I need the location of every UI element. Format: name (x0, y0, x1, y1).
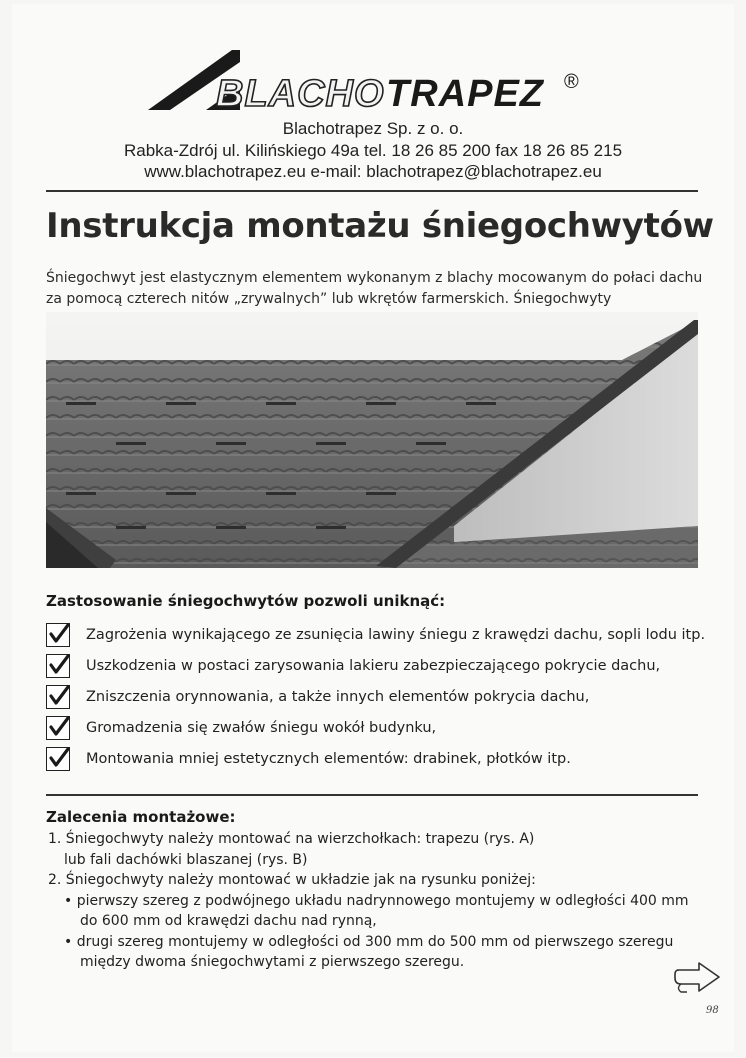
page-title: Instrukcja montażu śniegochwytów (46, 206, 714, 246)
benefit-text: Zniszczenia orynnowania, a także innych elementów pokrycia dachu, (86, 688, 590, 705)
section-divider (46, 794, 698, 796)
recommendation-line: do 600 mm od krawędzi dachu nad rynną, (80, 913, 377, 929)
check-icon (46, 685, 70, 709)
registered-mark: ® (564, 71, 579, 93)
company-contact: www.blachotrapez.eu e-mail: blachotrapez@blachotrapez.eu (144, 162, 602, 181)
page-number: 98 (706, 1005, 719, 1016)
check-icon (46, 623, 70, 647)
check-icon (46, 716, 70, 740)
intro-line: Śniegochwyt jest elastycznym elementem wykonanym z blachy mocowanym do połaci dachu (46, 270, 703, 286)
benefit-text: Montowania mniej estetycznych elementów: drabinek, płotków itp. (86, 750, 571, 767)
recommendations-heading: Zalecenia montażowe: (46, 808, 236, 826)
roof-photo (46, 312, 698, 568)
list-item (46, 619, 706, 650)
benefit-text: Zagrożenia wynikającego ze zsunięcia lawiny śniegu z krawędzi dachu, sopli lodu itp. (86, 626, 706, 643)
benefit-text: Gromadzenia się zwałów śniegu wokół budynku, (86, 719, 437, 736)
list-item (46, 712, 706, 743)
list-item (46, 650, 706, 681)
list-item (46, 743, 706, 774)
benefit-text: Uszkodzenia w postaci zarysowania lakieru zabezpieczającego pokrycie dachu, (86, 657, 661, 674)
logo-text-bold: TRAPEZ (386, 73, 544, 115)
check-icon (46, 654, 70, 678)
company-name: Blachotrapez Sp. z o. o. (282, 119, 464, 138)
recommendation-line: 1. Śniegochwyty należy montować na wierzchołkach: trapezu (rys. A) (48, 831, 535, 847)
brand-logo (146, 48, 606, 118)
header-divider (46, 190, 698, 192)
company-address: Rabka-Zdrój ul. Kilińskiego 49a tel. 18 26 85 200 fax 18 26 85 215 (123, 141, 623, 160)
recommendations-list (48, 829, 708, 973)
recommendation-line: między dwoma śniegochwytami z pierwszego szeregu. (80, 954, 465, 970)
recommendation-line: • pierwszy szereg z podwójnego układu nadrynnowego montujemy w odległości 400 mm (64, 892, 689, 909)
recommendation-line: • drugi szereg montujemy w odległości od 300 mm do 500 mm od pierwszego szeregu (64, 933, 674, 950)
check-icon (46, 747, 70, 771)
intro-line: za pomocą czterech nitów „zrywalnych” lub wkrętów farmerskich. Śniegochwyty (46, 291, 612, 307)
benefits-heading: Zastosowanie śniegochwytów pozwoli uniknąć: (46, 592, 446, 610)
next-page-arrow-icon[interactable] (673, 960, 723, 996)
logo-text-light: BLACHO (216, 73, 385, 115)
list-item (46, 681, 706, 712)
recommendation-line: 2. Śniegochwyty należy montować w układzie jak na rysunku poniżej: (48, 872, 536, 888)
recommendation-line: lub fali dachówki blaszanej (rys. B) (64, 851, 308, 868)
benefits-list (46, 619, 706, 774)
